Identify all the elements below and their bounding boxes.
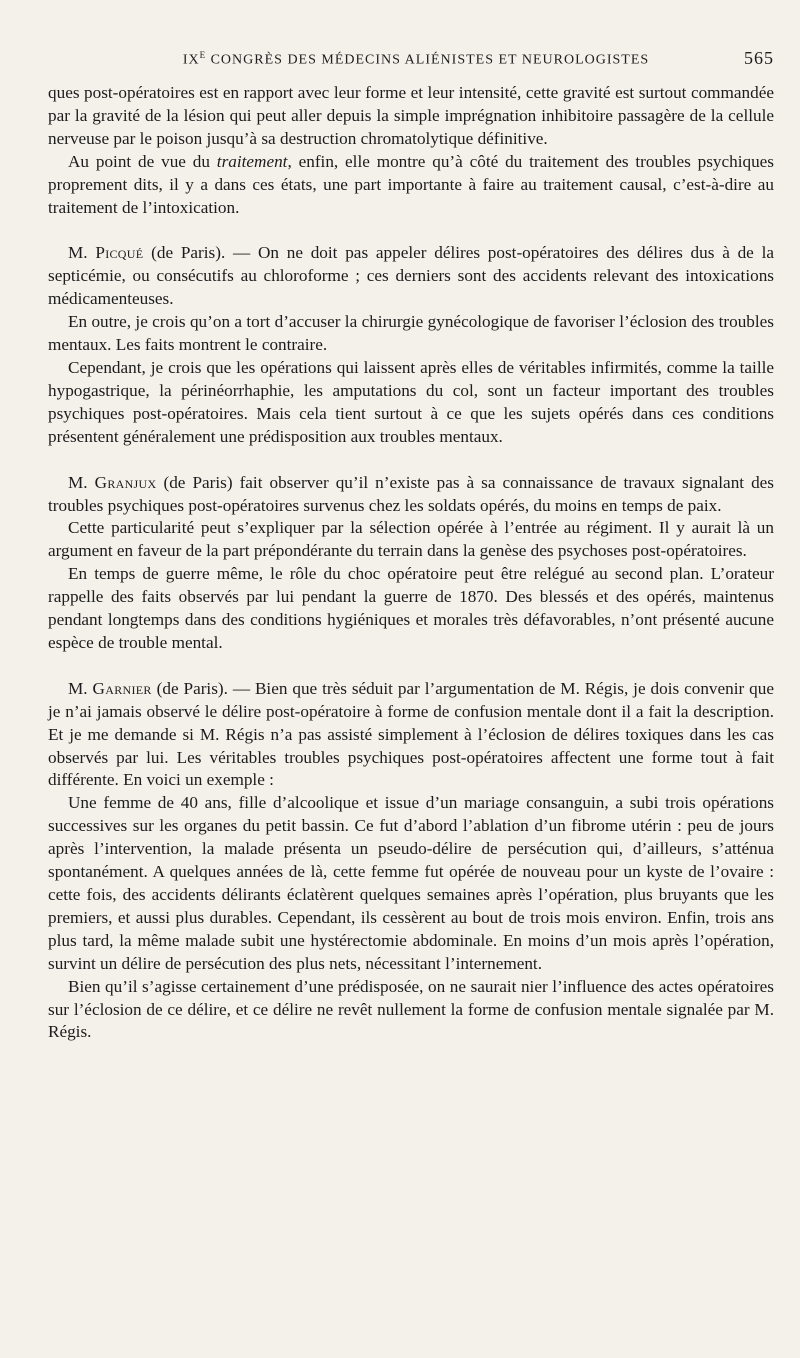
paragraph-text: (de Paris). — Bien que très séduit par l’argumentation de M. Régis, je dois convenir que je n’ai jamais observé le délire post-opératoire à forme de confusion mentale dont il a fait la description. Et je me demande si M. Régis n’a pas assisté simplement à l’éclosion de délires toxiques dans les cas observés par lui. Les véritables troubles psychiques post-opératoires affectent une forme tout à fait différente. En voici un exemple : xyxy=(48,678,774,790)
paragraph-text: En temps de guerre même, le rôle du choc opératoire peut être relégué au second plan. L’orateur rappelle des faits observés par lui pendant la guerre de 1870. Des blessés et des opérés, maintenus pendant longtemps dans des conditions hygiéniques et morales très défavorables, n’ont présenté aucune espèce de trouble mental. xyxy=(48,564,774,652)
section-gap xyxy=(48,449,774,472)
paragraph xyxy=(48,472,774,518)
paragraph xyxy=(48,976,774,1045)
speaker-name: Garnier xyxy=(92,678,152,698)
paragraph xyxy=(48,151,774,220)
running-title xyxy=(48,50,744,69)
paragraph-text: , enfin, elle montre qu’à côté du traitement des troubles psychiques proprement dits, il y a dans ces états, une part importante à faire au traitement causal, c’est-à-dire au traitement de l’intoxication. xyxy=(48,151,774,217)
paragraph xyxy=(48,311,774,357)
paragraph-text: (de Paris) fait observer qu’il n’existe pas à sa connaissance de travaux signalant des troubles psychiques post-opératoires survenus chez les soldats opérés, du moins en temps de paix. xyxy=(48,472,774,515)
paragraph xyxy=(48,242,774,311)
section-gap xyxy=(48,219,774,242)
paragraph-text: M. xyxy=(68,472,95,492)
paragraph xyxy=(48,517,774,563)
paragraph-text: Cette particularité peut s’expliquer par la sélection opérée à l’entrée au régiment. Il y aurait là un argument en faveur de la part prépondérante du terrain dans la genèse des psychoses post-opératoires. xyxy=(48,518,774,561)
section-gap xyxy=(48,655,774,678)
paragraph-text: (de Paris). — On ne doit pas appeler délires post-opératoires des délires dus à de la septicémie, ou consécutifs au chloroforme ; ces derniers sont des accidents relevant des intoxications médicamenteuses. xyxy=(48,243,774,309)
ordinal-superscript: E xyxy=(199,50,207,61)
paragraph-text: M. xyxy=(68,243,96,263)
running-header xyxy=(48,48,774,82)
paragraph-text: M. xyxy=(68,678,93,698)
page-number: 565 xyxy=(744,48,774,68)
paragraph-text: ques post-opératoires est en rapport avec leur forme et leur intensité, cette gravité est surtout commandée par la gravité de la lésion qui peut aller depuis la simple imprégnation inhibitoire passagère de la cellule nerveuse par le poison jusqu’à sa destruction chromatolytique définitive. xyxy=(48,83,774,148)
paragraph xyxy=(48,82,774,151)
paragraph xyxy=(48,678,774,793)
paragraph xyxy=(48,563,774,655)
paragraph xyxy=(48,792,774,975)
congress-title: CONGRÈS DES MÉDECINS ALIÉNISTES ET NEUROLOGISTES xyxy=(210,53,650,68)
paragraph-text: Cependant, je crois que les opérations qui laissent après elles de véritables infirmités, comme la taille hypogastrique, la périnéorrhaphie, les amputations du col, sont un facteur important des troubles psychiques post-opératoires. Mais cela tient surtout à ce que les sujets opérés dans ces conditions présentent généralement une prédisposition aux troubles mentaux. xyxy=(48,357,774,446)
congress-ordinal: IX xyxy=(182,53,200,68)
paragraph-text: En outre, je crois qu’on a tort d’accuser la chirurgie gynécologique de favoriser l’éclosion des troubles mentaux. Les faits montrent le contraire. xyxy=(48,312,774,355)
paragraph-text: Bien qu’il s’agisse certainement d’une prédisposée, on ne saurait nier l’influence des actes opératoires sur l’éclosion de ce délire, et ce délire ne revêt nullement la forme de confusion mentale signalée par M. Régis. xyxy=(48,976,774,1042)
emphasis-text: traitement xyxy=(216,151,288,171)
speaker-name: Picqué xyxy=(95,243,144,263)
paragraph-text: Au point de vue du xyxy=(68,151,217,171)
paragraph xyxy=(48,357,774,449)
speaker-name: Granjux xyxy=(94,472,157,492)
body-text xyxy=(48,82,774,1044)
paragraph-text: Une femme de 40 ans, fille d’alcoolique et issue d’un mariage consanguin, a subi trois opérations successives sur les organes du petit bassin. Ce fut d’abord l’ablation d’un fibrome utérin : peu de jours après l’intervention, la malade présenta un pseudo-délire de persécution qui, d’ailleurs, s’atténua spontanément. A quelques années de là, cette femme fut opérée de nouveau pour un kyste de l’ovaire : cette fois, des accidents délirants éclatèrent quelques semaines après l’opération, plus bruyants que les premiers, et aussi plus durables. Cependant, ils cessèrent au bout de trois mois environ. Enfin, trois ans plus tard, la même malade subit une hystérectomie abdominale. En moins d’un mois après l’opération, survint un délire de persécution des plus nets, nécessitant l’internement. xyxy=(48,793,774,973)
